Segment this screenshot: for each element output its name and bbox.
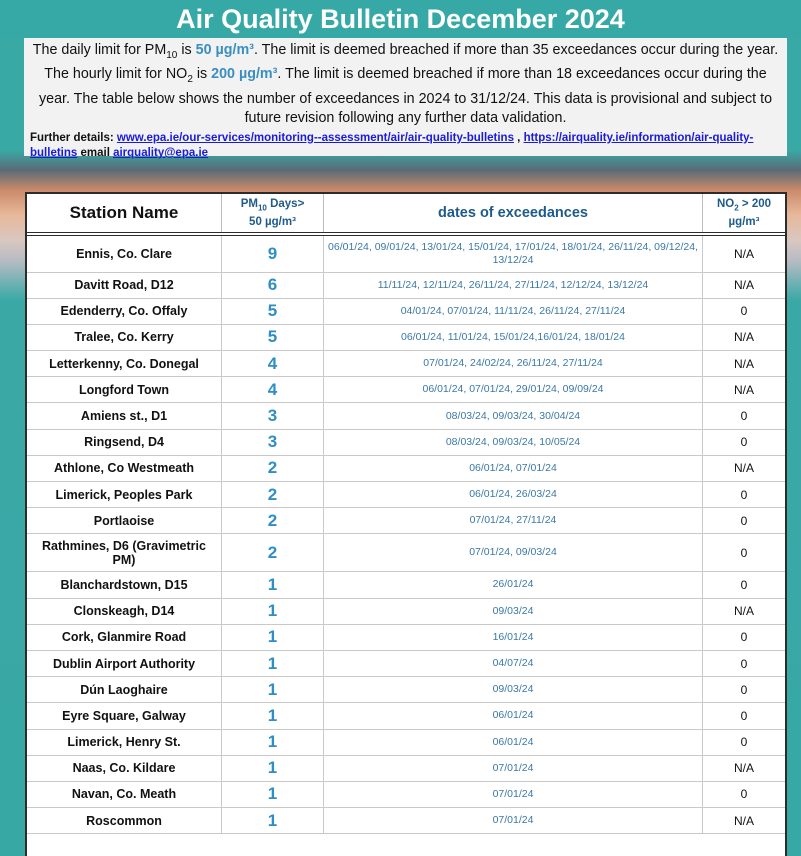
table-row: [27, 455, 785, 481]
no2-exceedances-cell: 0: [703, 534, 786, 572]
station-name-cell: Athlone, Co Westmeath: [27, 455, 222, 481]
station-name-cell: Edenderry, Co. Offaly: [27, 298, 222, 324]
pm10-days-cell: 1: [222, 781, 324, 807]
pm10-days-cell: 2: [222, 482, 324, 508]
exceedance-dates-cell: 07/01/24: [324, 755, 703, 781]
pm10-days-cell: 2: [222, 508, 324, 534]
pm10-days-cell: 9: [222, 234, 324, 272]
station-name-cell: Naas, Co. Kildare: [27, 755, 222, 781]
exceedance-dates-cell: 07/01/24: [324, 808, 703, 834]
station-name-cell: Dublin Airport Authority: [27, 650, 222, 676]
pm10-days-cell: 4: [222, 351, 324, 377]
exceedance-dates-cell: 07/01/24: [324, 781, 703, 807]
header-no2: [703, 194, 786, 234]
station-name-cell: Longford Town: [27, 377, 222, 403]
no2-exceedances-cell: 0: [703, 572, 786, 598]
header-no2-text: NO: [716, 197, 735, 210]
pm10-limit-value: 50 µg/m³: [195, 42, 254, 58]
pm10-days-cell: 1: [222, 677, 324, 703]
email-label: email: [77, 146, 114, 159]
page-title: Air Quality Bulletin December 2024: [176, 4, 625, 34]
table-row: [27, 755, 785, 781]
table-row: [27, 482, 785, 508]
pm10-days-cell: 3: [222, 429, 324, 455]
table-row: [27, 781, 785, 807]
exceedance-dates-cell: 04/07/24: [324, 650, 703, 676]
intro-text-part: is: [177, 42, 196, 58]
station-name-cell: Letterkenny, Co. Donegal: [27, 351, 222, 377]
no2-exceedances-cell: N/A: [703, 377, 786, 403]
station-name-cell: Davitt Road, D12: [27, 272, 222, 298]
station-name-cell: Ringsend, D4: [27, 429, 222, 455]
header-pm10-text: PM: [240, 197, 258, 210]
pm10-days-cell: 4: [222, 377, 324, 403]
table-row: [27, 324, 785, 350]
no2-exceedances-cell: 0: [703, 508, 786, 534]
station-name-cell: Clonskeagh, D14: [27, 598, 222, 624]
station-name-cell: Amiens st., D1: [27, 403, 222, 429]
epa-bulletin-link[interactable]: www.epa.ie/our-services/monitoring--assessment/air/air-quality-bulletins: [116, 131, 514, 144]
no2-exceedances-cell: 0: [703, 429, 786, 455]
no2-subscript: 2: [187, 74, 193, 86]
details-label: Further details:: [30, 131, 117, 144]
table-row: [27, 272, 785, 298]
station-name-cell: Rathmines, D6 (Gravimetric PM): [27, 534, 222, 572]
intro-panel: [24, 38, 787, 159]
table-row: [27, 377, 785, 403]
no2-exceedances-cell: 0: [703, 482, 786, 508]
intro-text-part: is: [192, 66, 212, 83]
table-row: [27, 808, 785, 834]
station-name-cell: Dún Laoghaire: [27, 677, 222, 703]
exceedance-table-panel: [25, 192, 787, 856]
header-dates: dates of exceedances: [324, 194, 703, 234]
no2-exceedances-cell: N/A: [703, 351, 786, 377]
pm10-days-cell: 5: [222, 298, 324, 324]
exceedance-dates-cell: 06/01/24: [324, 703, 703, 729]
station-name-cell: Portlaoise: [27, 508, 222, 534]
exceedance-dates-cell: 06/01/24, 07/01/24: [324, 455, 703, 481]
pm10-days-cell: 1: [222, 808, 324, 834]
table-header-row: [27, 194, 785, 234]
intro-text-part: . The limit is deemed breached if more than 18 exceedances occur during the year. The table below shows the number of exceedances in 2024 to 31/12/24. This data is provisional and subject to future revision following any further data validation.: [38, 66, 773, 127]
table-row: [27, 234, 785, 272]
exceedance-dates-cell: 11/11/24, 12/11/24, 26/11/24, 27/11/24, 12/12/24, 13/12/24: [324, 272, 703, 298]
exceedance-dates-cell: 07/01/24, 09/03/24: [324, 534, 703, 572]
pm10-days-cell: 1: [222, 650, 324, 676]
exceedance-table: [27, 194, 785, 834]
no2-exceedances-cell: N/A: [703, 272, 786, 298]
table-row: [27, 703, 785, 729]
further-details: [30, 131, 781, 161]
no2-exceedances-cell: 0: [703, 403, 786, 429]
details-separator: ,: [513, 131, 524, 144]
pm10-days-cell: 1: [222, 703, 324, 729]
station-name-cell: Cork, Glanmire Road: [27, 624, 222, 650]
exceedance-dates-cell: 06/01/24, 26/03/24: [324, 482, 703, 508]
table-row: [27, 534, 785, 572]
table-row: [27, 650, 785, 676]
table-row: [27, 729, 785, 755]
table-row: [27, 351, 785, 377]
exceedance-dates-cell: 08/03/24, 09/03/24, 30/04/24: [324, 403, 703, 429]
no2-exceedances-cell: 0: [703, 729, 786, 755]
exceedance-dates-cell: 06/01/24, 07/01/24, 29/01/24, 09/09/24: [324, 377, 703, 403]
no2-exceedances-cell: N/A: [703, 755, 786, 781]
intro-text-part: The daily limit for PM: [32, 42, 167, 58]
pm10-days-cell: 1: [222, 755, 324, 781]
intro-text-part: . The limit is deemed breached if more than 35 exceedances occur during the year. The hourly limit for NO: [44, 42, 779, 83]
exceedance-dates-cell: 08/03/24, 09/03/24, 10/05/24: [324, 429, 703, 455]
exceedance-dates-cell: 06/01/24, 09/01/24, 13/01/24, 15/01/24, 17/01/24, 18/01/24, 26/11/24, 09/12/24, 13/12/24: [324, 234, 703, 272]
table-row: [27, 429, 785, 455]
no2-exceedances-cell: 0: [703, 298, 786, 324]
no2-exceedances-cell: 0: [703, 624, 786, 650]
pm10-days-cell: 2: [222, 455, 324, 481]
header-no2-unit: µg/m³: [728, 216, 760, 229]
table-row: [27, 298, 785, 324]
station-name-cell: Eyre Square, Galway: [27, 703, 222, 729]
intro-text: [30, 41, 781, 129]
pm10-days-cell: 1: [222, 598, 324, 624]
exceedance-dates-cell: 06/01/24: [324, 729, 703, 755]
table-row: [27, 677, 785, 703]
station-name-cell: Roscommon: [27, 808, 222, 834]
table-row: [27, 403, 785, 429]
table-row: [27, 572, 785, 598]
header-pm10-days: [222, 194, 324, 234]
exceedance-dates-cell: 06/01/24, 11/01/24, 15/01/24,16/01/24, 18/01/24: [324, 324, 703, 350]
pm10-days-cell: 1: [222, 729, 324, 755]
pm10-days-cell: 6: [222, 272, 324, 298]
exceedance-dates-cell: 26/01/24: [324, 572, 703, 598]
header-no2-sub: 2: [734, 203, 739, 213]
airquality-bulletin-link[interactable]: https://airquality.ie/information/air-quality-bulletins: [30, 131, 754, 159]
table-row: [27, 508, 785, 534]
pm10-days-cell: 1: [222, 572, 324, 598]
pm10-subscript: 10: [166, 49, 178, 61]
title-bar: [0, 0, 801, 38]
pm10-days-cell: 5: [222, 324, 324, 350]
station-name-cell: Navan, Co. Meath: [27, 781, 222, 807]
no2-exceedances-cell: 0: [703, 703, 786, 729]
header-pm10-text: Days>: [266, 197, 305, 210]
station-name-cell: Ennis, Co. Clare: [27, 234, 222, 272]
email-link[interactable]: airquality@epa.ie: [113, 146, 209, 159]
station-name-cell: Blanchardstown, D15: [27, 572, 222, 598]
no2-exceedances-cell: N/A: [703, 808, 786, 834]
table-row: [27, 624, 785, 650]
pm10-days-cell: 1: [222, 624, 324, 650]
no2-exceedances-cell: N/A: [703, 324, 786, 350]
table-body: [27, 234, 785, 834]
exceedance-dates-cell: 07/01/24, 27/11/24: [324, 508, 703, 534]
no2-limit-value: 200 µg/m³: [211, 66, 278, 83]
header-pm10-unit: 50 µg/m³: [249, 216, 296, 229]
exceedance-dates-cell: 04/01/24, 07/01/24, 11/11/24, 26/11/24, 27/11/24: [324, 298, 703, 324]
exceedance-dates-cell: 16/01/24: [324, 624, 703, 650]
no2-exceedances-cell: N/A: [703, 234, 786, 272]
header-no2-text: > 200: [738, 197, 772, 210]
exceedance-dates-cell: 07/01/24, 24/02/24, 26/11/24, 27/11/24: [324, 351, 703, 377]
station-name-cell: Limerick, Henry St.: [27, 729, 222, 755]
header-station: Station Name: [27, 194, 222, 234]
no2-exceedances-cell: N/A: [703, 598, 786, 624]
no2-exceedances-cell: N/A: [703, 455, 786, 481]
exceedance-dates-cell: 09/03/24: [324, 677, 703, 703]
pm10-days-cell: 2: [222, 534, 324, 572]
exceedance-dates-cell: 09/03/24: [324, 598, 703, 624]
pm10-days-cell: 3: [222, 403, 324, 429]
table-row: [27, 598, 785, 624]
no2-exceedances-cell: 0: [703, 650, 786, 676]
station-name-cell: Limerick, Peoples Park: [27, 482, 222, 508]
header-pm10-sub: 10: [257, 203, 267, 213]
no2-exceedances-cell: 0: [703, 781, 786, 807]
no2-exceedances-cell: 0: [703, 677, 786, 703]
station-name-cell: Tralee, Co. Kerry: [27, 324, 222, 350]
